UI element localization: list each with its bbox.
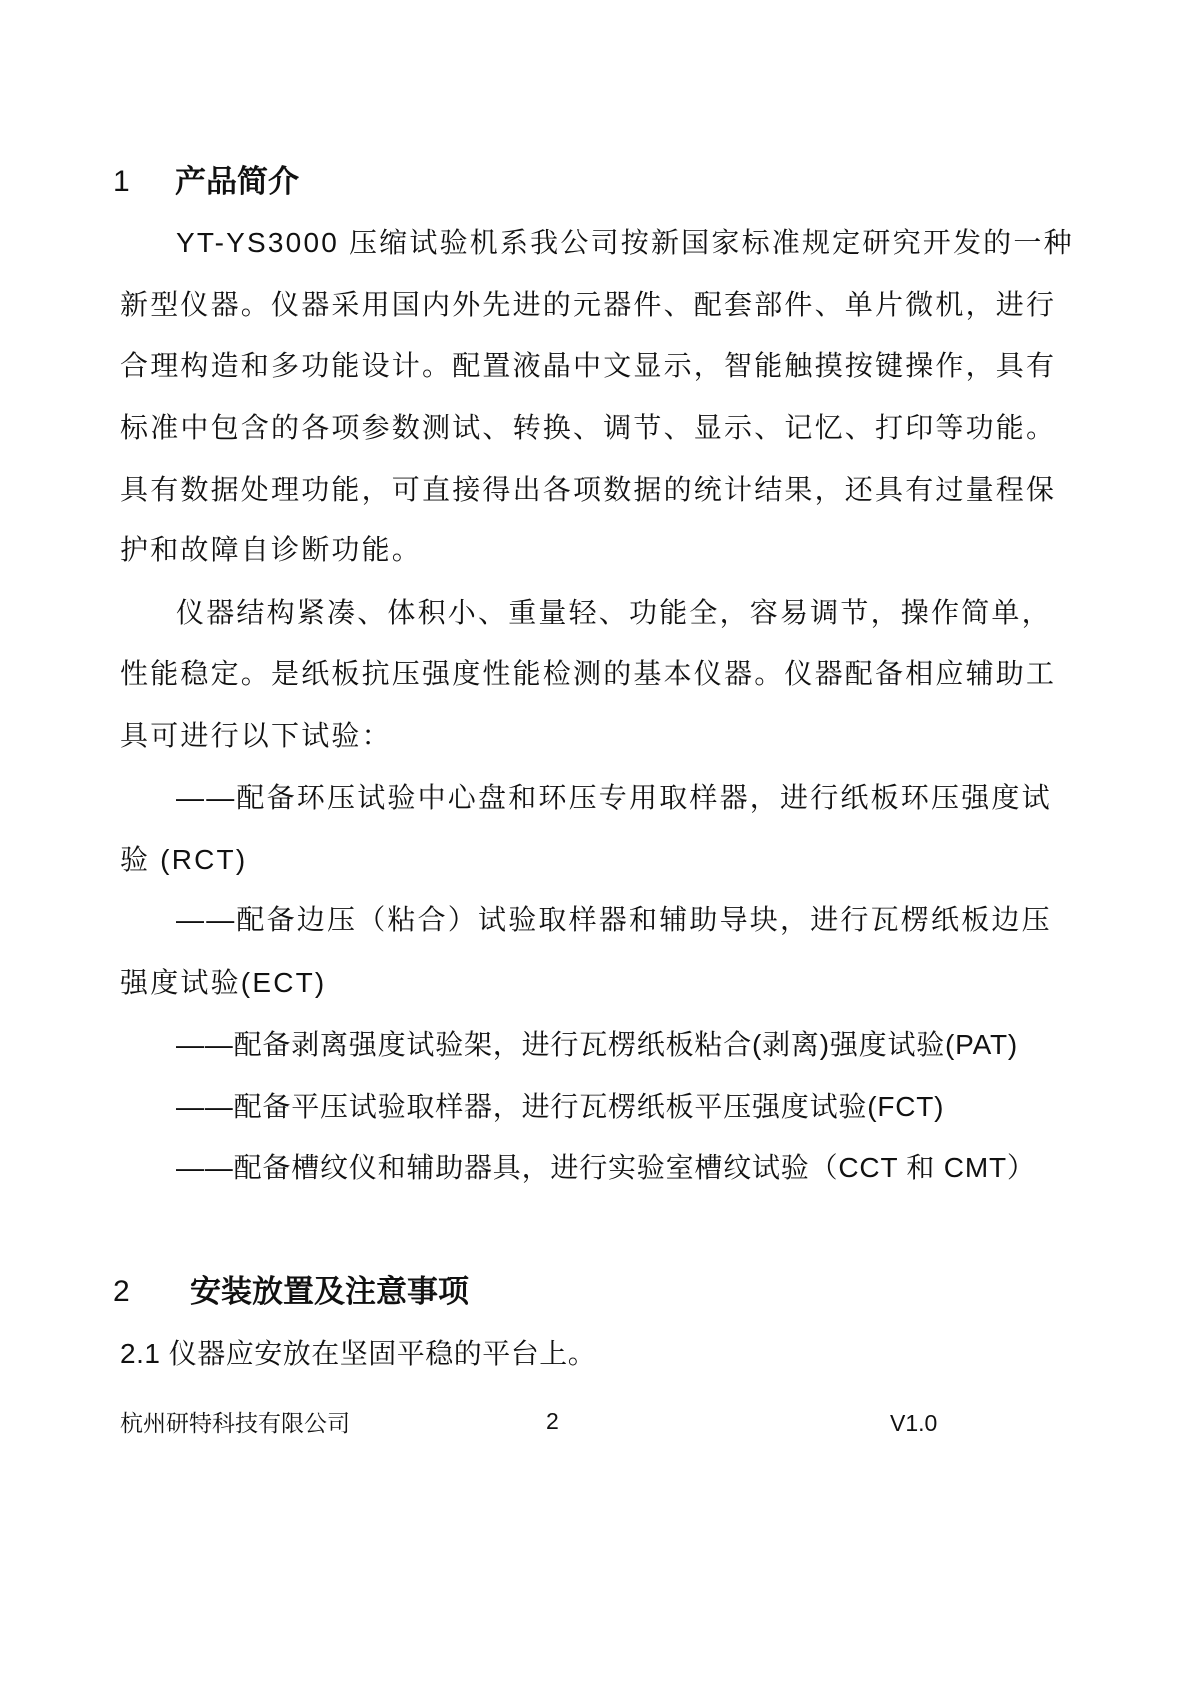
section-2-title: 安装放置及注意事项 <box>190 1274 469 1309</box>
paragraph-line: 标准中包含的各项参数测试、转换、调节、显示、记忆、打印等功能。 <box>120 412 1057 443</box>
list-item: ——配备槽纹仪和辅助器具，进行实验室槽纹试验（CCT 和 CMT） <box>176 1152 1036 1183</box>
list-item: ——配备剥离强度试验架，进行瓦楞纸板粘合(剥离)强度试验(PAT) <box>176 1029 1018 1060</box>
section-2-number: 2 <box>113 1275 130 1308</box>
list-item: ——配备平压试验取样器，进行瓦楞纸板平压强度试验(FCT) <box>176 1091 945 1122</box>
paragraph-line: 具可进行以下试验： <box>120 720 392 751</box>
footer-version: V1.0 <box>890 1410 938 1436</box>
item-2-1: 2.1 仪器应安放在坚固平稳的平台上。 <box>120 1338 597 1369</box>
section-1-title: 产品简介 <box>175 164 299 199</box>
paragraph-line: 仪器结构紧凑、体积小、重量轻、功能全，容易调节，操作简单， <box>176 597 1052 628</box>
paragraph-line: 护和故障自诊断功能。 <box>120 534 423 565</box>
footer-company: 杭州研特科技有限公司 <box>120 1410 350 1436</box>
list-item: ——配备环压试验中心盘和环压专用取样器，进行纸板环压强度试 <box>176 782 1052 813</box>
paragraph-line: YT-YS3000 压缩试验机系我公司按新国家标准规定研究开发的一种 <box>176 227 1074 258</box>
list-item: ——配备边压（粘合）试验取样器和辅助导块，进行瓦楞纸板边压 <box>176 904 1052 935</box>
list-item: 强度试验(ECT) <box>120 967 327 998</box>
paragraph-line: 合理构造和多功能设计。配置液晶中文显示，智能触摸按键操作，具有 <box>120 350 1057 381</box>
list-item: 验 (RCT) <box>120 844 248 875</box>
paragraph-line: 具有数据处理功能，可直接得出各项数据的统计结果，还具有过量程保 <box>120 474 1057 505</box>
paragraph-line: 性能稳定。是纸板抗压强度性能检测的基本仪器。仪器配备相应辅助工 <box>120 658 1057 689</box>
section-1-number: 1 <box>113 165 130 198</box>
paragraph-line: 新型仪器。仪器采用国内外先进的元器件、配套部件、单片微机，进行 <box>120 289 1057 320</box>
footer-page-number: 2 <box>546 1408 559 1434</box>
